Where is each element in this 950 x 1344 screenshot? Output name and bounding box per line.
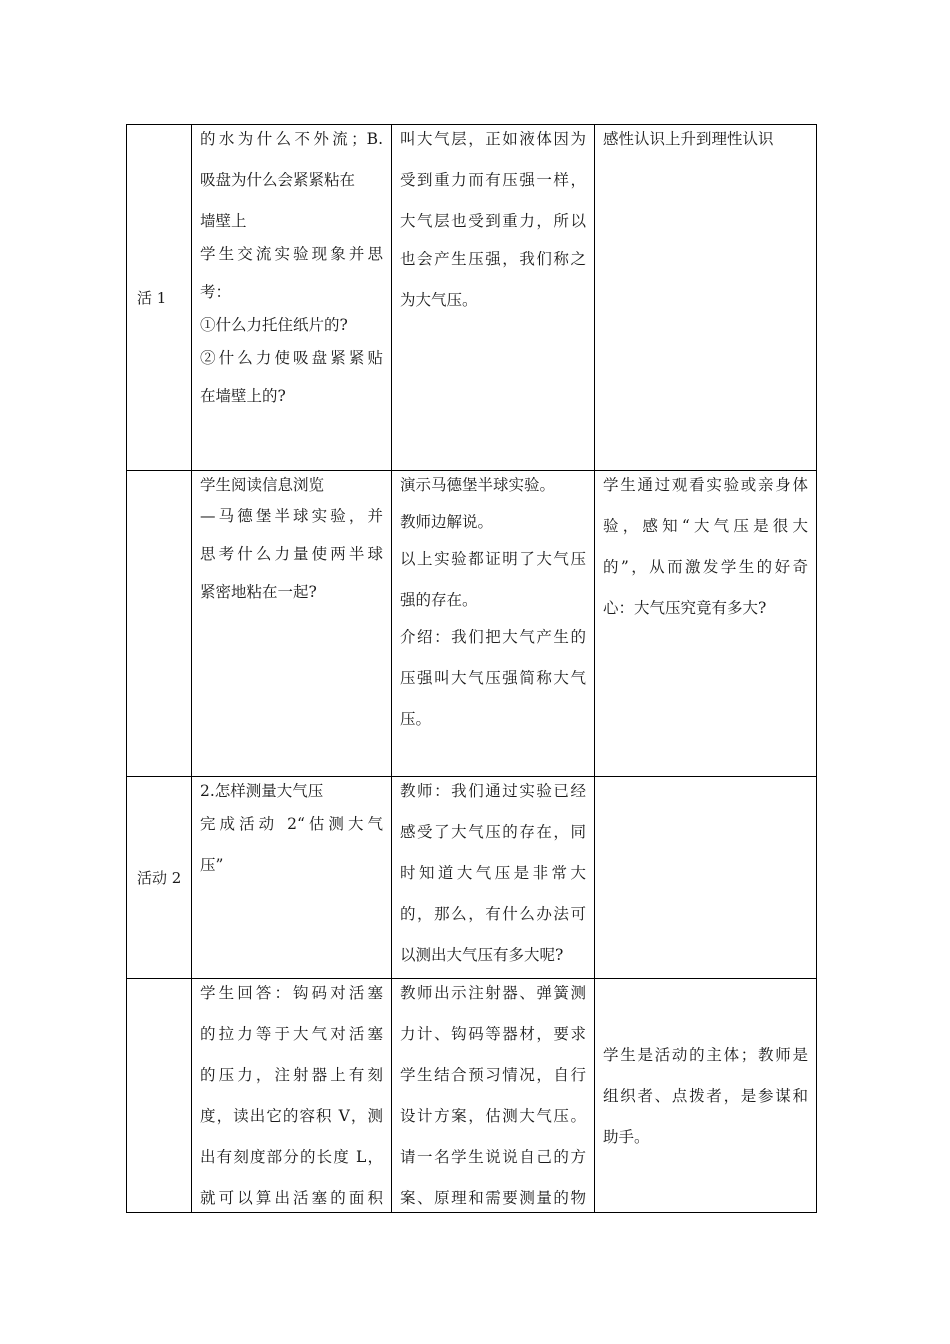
text-line: 压强叫大气压强简称大气 [400,669,586,687]
teacher-activity-cell [392,471,595,777]
text-line: 考： [200,283,232,301]
text-line: 以测出大气压有多大呢? [400,946,564,964]
text-line: 学生是活动的主体；教师是 [603,1045,808,1064]
text-line: 压。 [400,710,432,728]
teacher-activity-cell [392,777,595,979]
text-line: 墙壁上 [200,212,247,230]
activity-label: 活动 2 [137,869,182,887]
text-line: 强的存在。 [400,591,478,609]
text-line: 教师出示注射器、弹簧测 [400,984,586,1002]
text-line: 2.怎样测量大气压 [200,782,324,800]
text-line: 教师：我们通过实验已经 [400,782,586,800]
text-line: ②什么力使吸盘紧紧贴 [200,349,383,367]
text-line: 的”，从而激发学生的好奇 [603,558,808,576]
text-line: 思考什么力量使两半球 [200,545,383,563]
design-intent-cell [595,777,817,979]
student-activity-cell [192,471,392,777]
text-line: 在墙壁上的? [200,387,286,405]
teacher-activity-cell [392,979,595,1213]
text-line: 力计、钩码等器材，要求 [400,1025,586,1043]
text-line: 的压力，注射器上有刻 [200,1066,383,1084]
text-line: 也会产生压强，我们称之 [400,250,586,268]
text-line: 学生阅读信息浏览 [200,476,325,494]
text-line: 以上实验都证明了大气压 [400,550,586,568]
text-line: —马德堡半球实验，并 [200,507,383,525]
table-row [127,777,817,979]
design-intent-cell [595,979,817,1213]
text-line: 吸盘为什么会紧紧粘在 [200,171,356,189]
text-line: 助手。 [603,1127,650,1146]
text-line: 感受了大气压的存在，同 [400,823,586,841]
lesson-plan-table [126,124,817,1213]
text-line: 完成活动 2“估测大气 [200,815,383,833]
text-line: 演示马德堡半球实验。 [400,476,556,494]
text-line: 心：大气压究竟有多大? [603,599,767,617]
text-line: ①什么力托住纸片的? [200,316,348,334]
table-row [127,471,817,777]
student-activity-cell [192,125,392,471]
text-line: 请一名学生说说自己的方 [400,1148,586,1166]
activity-label-cell [127,979,192,1213]
text-line: 紧密地粘在一起? [200,583,317,601]
text-line: 就可以算出活塞的面积 [200,1189,383,1207]
student-activity-cell [192,979,392,1213]
text-line: 介绍：我们把大气产生的 [400,628,586,646]
text-line: 设计方案，估测大气压。 [400,1107,586,1125]
text-line: 为大气压。 [400,291,478,309]
text-line: 的，那么，有什么办法可 [400,905,586,923]
activity-label-cell [127,777,192,979]
text-line: 大气层也受到重力，所以 [400,212,586,230]
activity-label-cell [127,125,192,471]
activity-label-cell [127,471,192,777]
text-line: 时知道大气压是非常大 [400,864,586,882]
text-line: 受到重力而有压强一样， [400,171,586,189]
text-line: 学生通过观看实验或亲身体 [603,476,808,494]
text-line: 学生交流实验现象并思 [200,245,383,263]
text-line: 度，读出它的容积 V，测 [200,1107,383,1125]
text-line: 的水为什么不外流；B. [200,130,383,148]
teacher-activity-cell [392,125,595,471]
text-line: 学生回答：钩码对活塞 [200,984,383,1002]
text-line: 验，感知“大气压是很大 [603,517,808,535]
table-row [127,125,817,471]
design-intent-cell [595,125,817,471]
text-line: 教师边解说。 [400,513,494,531]
design-intent-cell [595,471,817,777]
text-line: 案、原理和需要测量的物 [400,1189,586,1207]
table-row [127,979,817,1213]
text-line: 感性认识上升到理性认识 [603,130,774,148]
text-line: 叫大气层，正如液体因为 [400,130,586,148]
text-line: 的拉力等于大气对活塞 [200,1025,383,1043]
activity-label: 活 1 [137,289,167,307]
text-line: 压” [200,856,224,874]
text-line: 组织者、点拨者，是参谋和 [603,1086,808,1105]
text-line: 出有刻度部分的长度 L， [200,1148,383,1166]
student-activity-cell [192,777,392,979]
text-line: 学生结合预习情况，自行 [400,1066,586,1084]
